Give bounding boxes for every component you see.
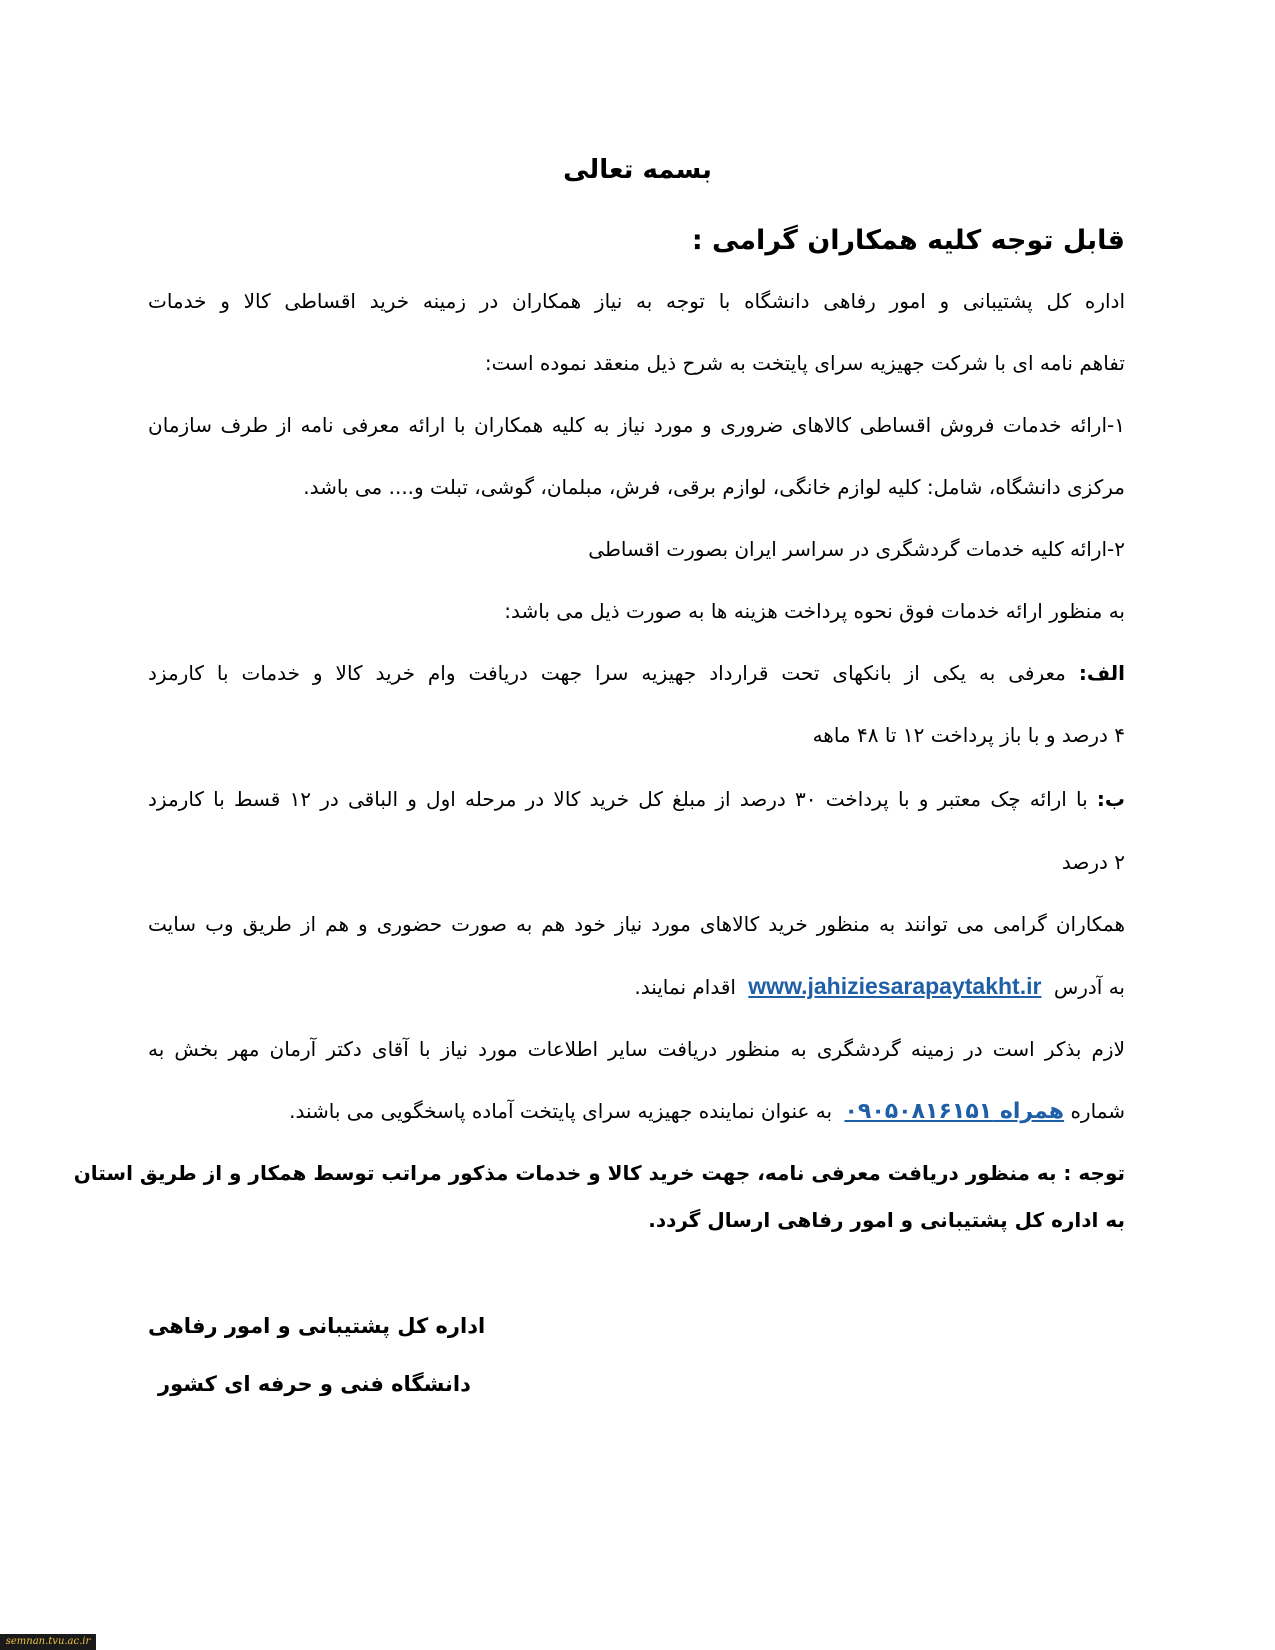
option-be-line-2: ۲ درصد	[1061, 850, 1125, 874]
online-before-link: به آدرس	[1053, 975, 1125, 999]
tour-before-phone: شماره	[1070, 1099, 1125, 1123]
tour-after-phone: به عنوان نماینده جهیزیه سرای پایتخت آماده پاسخگویی می باشند.	[289, 1099, 833, 1123]
website-link[interactable]: www.jahiziesarapaytakht.ir	[748, 973, 1042, 999]
online-after-link: اقدام نمایند.	[634, 975, 736, 999]
option-be-line-1	[148, 783, 1125, 815]
online-line-1: همکاران گرامی می توانند به منظور خرید کالاهای مورد نیاز خود هم به صورت حضوری و هم از طریق وب سایت	[148, 912, 1125, 936]
intro-line-2: تفاهم نامه ای با شرکت جهیزیه سرای پایتخت به شرح ذیل منعقد نموده است:	[484, 351, 1125, 375]
page-heading: بسمه تعالی	[563, 155, 712, 185]
tour-line-1: لازم بذکر است در زمینه گردشگری به منظور دریافت سایر اطلاعات مورد نیاز با آقای دکتر آرمان مهر بخش به	[148, 1037, 1125, 1061]
option-be-label: ب:	[1096, 787, 1126, 811]
item2-line: ۲-ارائه کلیه خدمات گردشگری در سراسر ایران بصورت اقساطی	[588, 537, 1125, 561]
note-line-1: توجه : به منظور دریافت معرفی نامه، جهت خرید کالا و خدمات مذکور مراتب توسط همکار و از طریق استان	[73, 1161, 1125, 1185]
attention-heading: قابل توجه کلیه همکاران گرامی :	[691, 225, 1125, 256]
item1-line-2: مرکزی دانشگاه، شامل: کلیه لوازم خانگی، لوازم برقی، فرش، مبلمان، گوشی، تبلت و.... می باشد.	[303, 475, 1125, 499]
signature-office: اداره کل پشتیبانی و امور رفاهی	[148, 1314, 486, 1338]
footer-stamp: semnan.tvu.ac.ir	[0, 1634, 96, 1650]
payment-intro: به منظور ارائه خدمات فوق نحوه پرداخت هزینه ها به صورت ذیل می باشد:	[504, 599, 1125, 623]
option-alef-text: معرفی به یکی از بانکهای تحت قرارداد جهیزیه سرا جهت دریافت وام خرید کالا و خدمات با کارمزد	[148, 661, 1066, 685]
signature-university: دانشگاه فنی و حرفه ای کشور	[158, 1372, 471, 1396]
option-alef-line-2: ۴ درصد و با باز پرداخت ۱۲ تا ۴۸ ماهه	[812, 723, 1125, 747]
phone-link[interactable]: همراه ۰۹۰۵۰۸۱۶۱۵۱	[844, 1099, 1065, 1124]
note-line-2: به اداره کل پشتیبانی و امور رفاهی ارسال گردد.	[648, 1208, 1125, 1232]
item1-line-1: ۱-ارائه خدمات فروش اقساطی کالاهای ضروری و مورد نیاز به کلیه همکاران با ارائه معرفی نامه از طرف سازمان	[148, 413, 1125, 437]
option-alef-label: الف:	[1078, 661, 1126, 685]
option-alef-line-1	[148, 657, 1125, 689]
option-be-text: با ارائه چک معتبر و با پرداخت ۳۰ درصد از مبلغ کل خرید کالا در مرحله اول و الباقی در ۱۲ قسط با کارمزد	[148, 787, 1088, 811]
online-line-2	[634, 970, 1125, 1002]
tour-line-2	[289, 1095, 1125, 1127]
intro-line-1: اداره کل پشتیبانی و امور رفاهی دانشگاه با توجه به نیاز همکاران در زمینه خرید اقساطی کالا و خدمات	[148, 289, 1125, 313]
